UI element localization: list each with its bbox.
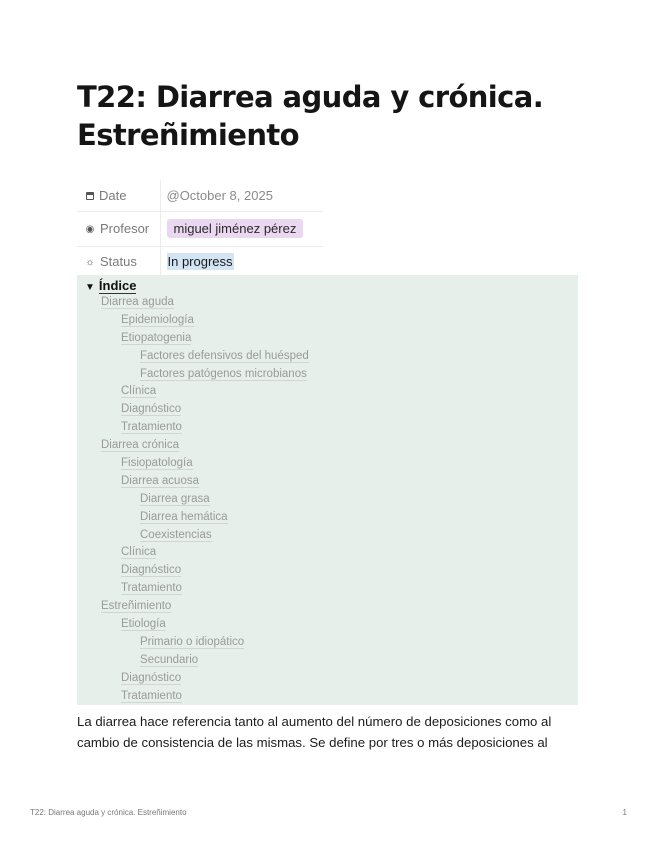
toc-item-link[interactable]: Diarrea acuosa xyxy=(121,474,199,487)
toc-item[interactable] xyxy=(77,598,578,616)
toc-item-link[interactable]: Clínica xyxy=(121,385,157,398)
toc-item-link[interactable]: Etiología xyxy=(121,618,166,631)
property-row-profesor xyxy=(77,211,323,246)
toc-item-link[interactable]: Etiopatogenia xyxy=(121,331,192,344)
toc-item[interactable] xyxy=(77,419,578,437)
toc-item-link[interactable]: Coexistencias xyxy=(140,528,212,541)
toc-item-link[interactable]: Diarrea hemática xyxy=(140,510,228,523)
toc-item-link[interactable]: Epidemiología xyxy=(121,313,194,326)
triangle-down-icon[interactable]: ▼ xyxy=(85,282,95,293)
toc-item[interactable] xyxy=(77,580,578,598)
toc-item[interactable] xyxy=(77,455,578,473)
property-key-date xyxy=(77,180,160,211)
toc-item[interactable] xyxy=(77,544,578,562)
page-title xyxy=(77,78,597,154)
toc-item[interactable] xyxy=(77,437,578,455)
toc-item[interactable] xyxy=(77,562,578,580)
property-label-status: Status xyxy=(100,254,137,269)
property-key-status xyxy=(77,246,160,277)
toc-item[interactable] xyxy=(77,330,578,348)
toc-item[interactable] xyxy=(77,366,578,384)
page-title-line-1: T22: Diarrea aguda y crónica. xyxy=(77,80,544,114)
toc-item[interactable] xyxy=(77,527,578,545)
toc-item-link[interactable]: Fisiopatología xyxy=(121,457,193,470)
property-value-status[interactable] xyxy=(160,246,323,277)
toc-item-link[interactable]: Factores defensivos del huésped xyxy=(140,349,309,362)
toc-item[interactable] xyxy=(77,401,578,419)
index-toggle-block xyxy=(77,275,578,705)
toc-item-link[interactable]: Tratamiento xyxy=(121,421,182,434)
toc-item[interactable] xyxy=(77,348,578,366)
status-badge[interactable]: In progress xyxy=(167,254,233,269)
toc-item-link[interactable]: Diagnóstico xyxy=(121,564,182,577)
toc-item[interactable] xyxy=(77,616,578,634)
toc-item-link[interactable]: Tratamiento xyxy=(121,689,182,702)
toc-item-link[interactable]: Diarrea crónica xyxy=(101,439,179,452)
toc-item[interactable] xyxy=(77,634,578,652)
page-title-line-2: Estreñimiento xyxy=(77,118,299,152)
toc-item-link[interactable]: Diarrea grasa xyxy=(140,492,210,505)
body-paragraph: La diarrea hace referencia tanto al aumento del número de deposiciones como al cambio de consistencia de las mismas. Se define por tres o más deposiciones al xyxy=(77,714,552,750)
toc-item-link[interactable]: Diagnóstico xyxy=(121,671,182,684)
properties-table xyxy=(77,180,323,278)
target-icon: ◉ xyxy=(85,224,95,235)
property-value-profesor[interactable] xyxy=(160,211,323,246)
toc-item-link[interactable]: Primario o idiopático xyxy=(140,635,245,648)
index-toggle-label[interactable]: Índice xyxy=(98,278,137,293)
toc-item-link[interactable]: Tratamiento xyxy=(121,582,182,595)
toc-item[interactable] xyxy=(77,652,578,670)
table-of-contents xyxy=(77,294,578,705)
property-row-date xyxy=(77,180,323,211)
toc-item-link[interactable]: Diarrea aguda xyxy=(101,296,174,308)
toc-item[interactable] xyxy=(77,383,578,401)
property-row-status xyxy=(77,246,323,277)
property-label-date: Date xyxy=(99,187,127,203)
profesor-tag[interactable]: miguel jiménez pérez xyxy=(167,219,304,238)
toc-item[interactable] xyxy=(77,294,578,312)
toc-item-link[interactable]: Estreñimiento xyxy=(101,600,172,613)
toc-item[interactable] xyxy=(77,491,578,509)
footer-page-number: 1 xyxy=(622,808,627,817)
toc-item[interactable] xyxy=(77,473,578,491)
calendar-icon xyxy=(86,192,94,200)
toc-item[interactable] xyxy=(77,688,578,706)
toc-item-link[interactable]: Factores patógenos microbianos xyxy=(140,367,307,380)
property-label-profesor: Profesor xyxy=(100,221,150,236)
toc-item[interactable] xyxy=(77,509,578,527)
property-key-profesor xyxy=(77,211,160,246)
toc-item-link[interactable]: Diagnóstico xyxy=(121,403,182,416)
toc-item[interactable] xyxy=(77,312,578,330)
toc-item-link[interactable]: Clínica xyxy=(121,546,157,559)
toc-item[interactable] xyxy=(77,670,578,688)
index-toggle-header[interactable] xyxy=(85,278,136,293)
property-value-date[interactable]: @October 8, 2025 xyxy=(160,180,323,211)
toc-item-link[interactable]: Secundario xyxy=(140,653,199,666)
sun-icon: ☼ xyxy=(85,257,95,268)
footer-title: T22: Diarrea aguda y crónica. Estreñimiento xyxy=(30,808,187,817)
